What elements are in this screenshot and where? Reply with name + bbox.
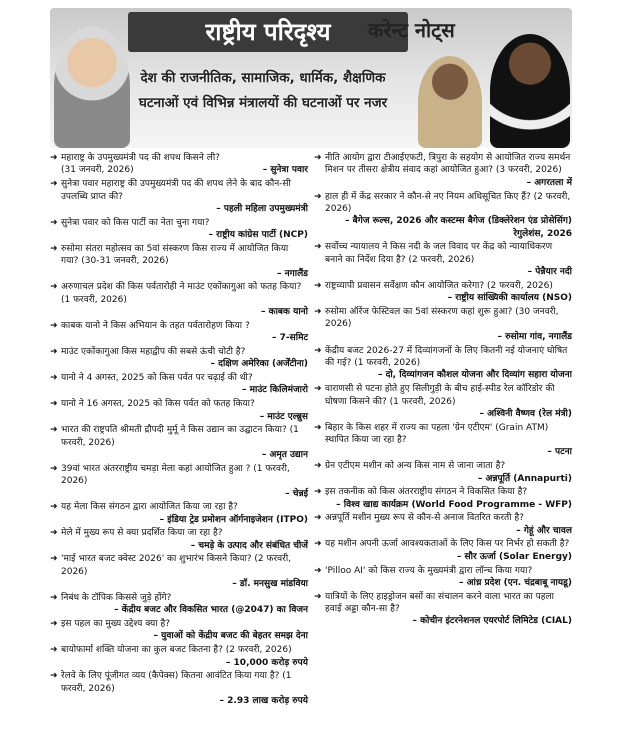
left-column <box>50 152 308 709</box>
question-text: रुसोमा ऑरेंज फेस्टिवल का 5वां संस्करण कहां शुरू हुआ? (30 जनवरी, 2026) <box>325 307 559 330</box>
question-item <box>314 383 572 420</box>
question-text: अरुणाचल प्रदेश की किस पर्वतारोही ने माउंट एकोंकागुआ को फतह किया? (1 फरवरी, 2026) <box>61 282 302 305</box>
arrow-icon: ➜ <box>314 191 322 202</box>
arrow-icon: ➜ <box>50 425 58 436</box>
question-text: यानो ने 4 अगस्त, 2025 को किस पर्वत पर चढ़ाई की थी? <box>61 372 253 383</box>
answer-text: – बैगेज रूल्स, 2026 और कस्टम्स बैगेज (डिक्लेरेशन एंड प्रोसेसिंग) रेगुलेशंस, 2026 <box>344 216 572 239</box>
question-item <box>314 280 572 305</box>
arrow-icon: ➜ <box>50 399 58 410</box>
question-item <box>50 463 308 500</box>
answer-text: – कोचीन इंटरनेशनल एयरपोर्ट लिमिटेड (CIAL) <box>412 616 572 627</box>
question-text: 'Pilloo AI' को किस राज्य के मुख्यमंत्री द्वारा लॉन्च किया गया? <box>325 565 533 576</box>
question-text: यह मेला किस संगठन द्वारा आयोजित किया जा रहा है? <box>61 502 238 513</box>
question-item <box>314 345 572 382</box>
arrow-icon: ➜ <box>50 671 58 682</box>
question-item <box>50 398 308 423</box>
answer-text: – रुसोमा गांव, नगालैंड <box>497 331 572 342</box>
portrait-left <box>54 26 130 148</box>
question-text: महाराष्ट्र के उपमुख्यमंत्री पद की शपथ किसने ली? <box>61 153 220 163</box>
question-text: सुनेत्रा पवार महाराष्ट्र की उपमुख्यमंत्री पद की शपथ लेने के बाद कौन-सी उपलब्धि प्राप्त की? <box>61 179 291 202</box>
question-item <box>50 346 308 371</box>
arrow-icon: ➜ <box>314 345 322 356</box>
question-item <box>50 618 308 643</box>
question-item <box>50 320 308 345</box>
arrow-icon: ➜ <box>50 217 58 228</box>
answer-text: – माउंट किलिमंजारो <box>241 385 308 396</box>
question-item <box>314 306 572 343</box>
question-item <box>50 592 308 617</box>
answer-text: – राष्ट्रीय कांग्रेस पार्टी (NCP) <box>208 230 308 241</box>
answer-text: – अश्विनी वैष्णव (रेल मंत्री) <box>479 408 572 419</box>
arrow-icon: ➜ <box>50 502 58 513</box>
answer-text: – सुनेत्रा पवार <box>262 165 308 176</box>
arrow-icon: ➜ <box>314 280 322 291</box>
answer-text: – गेहूं और चावल <box>516 525 572 536</box>
question-item <box>50 178 308 215</box>
question-text: रुसोमा संतरा महोत्सव का 5वां संस्करण किस राज्य में आयोजित किया गया? (30-31 जनवरी, 2026) <box>61 243 289 267</box>
question-item <box>50 424 308 461</box>
arrow-icon: ➜ <box>314 242 322 253</box>
question-item <box>50 243 308 280</box>
arrow-icon: ➜ <box>314 422 322 433</box>
question-text: माउंट एकोंकागुआ किस महाद्वीप की सबसे ऊंची चोटी है? <box>61 346 246 357</box>
answer-text: – पेन्नैयार नदी <box>527 267 572 278</box>
question-text: सुनेत्रा पवार को किस पार्टी का नेता चुना गया? <box>61 217 210 228</box>
question-date: (31 जनवरी, 2026) <box>61 165 134 176</box>
question-text: इस तकनीक को किस अंतरराष्ट्रीय संगठन ने विकसित किया है? <box>325 487 528 498</box>
answer-text: – नगालैंड <box>277 268 308 279</box>
question-text: बिहार के किस शहर में राज्य का पहला 'ग्रेन एटीएम' (Grain ATM) स्थापित किया जा रहा है? <box>325 422 549 446</box>
answer-text: – सौर ऊर्जा (Solar Energy) <box>456 551 572 562</box>
arrow-icon: ➜ <box>314 487 322 498</box>
portrait-right <box>490 34 570 148</box>
question-item <box>50 553 308 590</box>
arrow-icon: ➜ <box>50 372 58 383</box>
banner-title: राष्ट्रीय परिदृश्य <box>128 12 408 52</box>
question-item <box>50 281 308 318</box>
question-item <box>50 372 308 397</box>
arrow-icon: ➜ <box>314 513 322 524</box>
arrow-icon: ➜ <box>314 153 322 163</box>
answer-text: – इंडिया ट्रेड प्रमोशन ऑर्गनाइजेशन (ITPO) <box>159 514 308 525</box>
arrow-icon: ➜ <box>50 243 58 254</box>
answer-text: – चमड़े के उत्पाद और संबंधित चीजें <box>190 540 308 551</box>
question-text: निबंध के टॉपिक किससे जुड़े होंगे? <box>61 592 172 603</box>
answer-text: – 7-समिट <box>272 333 308 344</box>
question-text: सर्वोच्च न्यायालय ने किस नदी के जल विवाद पर केंद्र को न्यायाधिकरण बनाने का निर्देश दिया है? (2 फरवरी, 2026) <box>325 242 553 265</box>
question-text: हाल ही में केंद्र सरकार ने कौन-से नए नियम अधिसूचित किए हैं? (2 फरवरी, 2026) <box>325 191 571 214</box>
question-item <box>50 501 308 526</box>
question-text: यात्रियों के लिए हाइड्रोजन बसों का संचालन करने वाला भारत का पहला हवाई अड्डा कौन-सा है? <box>325 591 554 615</box>
answer-text: – 10,000 करोड़ रुपये <box>225 657 308 668</box>
question-text: यानो ने 16 अगस्त, 2025 को किस पर्वत को फतह किया? <box>61 399 255 410</box>
arrow-icon: ➜ <box>314 539 322 550</box>
question-item <box>314 565 572 590</box>
arrow-icon: ➜ <box>50 320 58 331</box>
arrow-icon: ➜ <box>50 463 58 474</box>
question-item <box>314 241 572 278</box>
answer-text: – डॉ. मनसुख मांडविया <box>232 579 308 590</box>
question-text: मेले में मुख्य रूप से क्या प्रदर्शित किया जा रहा है? <box>61 528 223 539</box>
arrow-icon: ➜ <box>314 461 322 472</box>
answer-text: – अमृत उद्यान <box>261 450 308 461</box>
question-item <box>50 217 308 242</box>
banner-tagline: देश की राजनीतिक, सामाजिक, धार्मिक, शैक्षणिक घटनाओं एवं विभिन्न मंत्रालयों की घटनाओं पर नजर <box>138 70 388 111</box>
arrow-icon: ➜ <box>314 384 322 395</box>
question-item <box>314 538 572 563</box>
question-text: इस पहल का मुख्य उद्देश्य क्या है? <box>61 619 171 630</box>
question-item <box>50 670 308 707</box>
question-text: रेलवे के लिए पूंजीगत व्यय (कैपेक्स) कितना आवंटित किया गया है? (1 फरवरी, 2026) <box>61 671 292 694</box>
arrow-icon: ➜ <box>50 592 58 603</box>
question-item <box>50 644 308 669</box>
question-item <box>314 512 572 537</box>
question-item <box>314 191 572 241</box>
question-text: यह मशीन अपनी ऊर्जा आवश्यकताओं के लिए किस पर निर्भर हो सकती है? <box>325 539 570 550</box>
question-text: केंद्रीय बजट 2026-27 में दिव्यांगजनों के लिए कितनी नई योजनाएं घोषित की गई? (1 फरवरी, 2026) <box>325 345 568 368</box>
question-text: राष्ट्रव्यापी प्रवासन सर्वेक्षण कौन आयोजित करेगा? (2 फरवरी, 2026) <box>325 280 553 291</box>
question-text: बायोफार्मा शक्ति योजना का कुल बजट कितना है? (2 फरवरी, 2026) <box>61 645 292 656</box>
answer-text: – 2.93 लाख करोड़ रुपये <box>219 696 308 707</box>
question-item <box>50 152 308 177</box>
arrow-icon: ➜ <box>314 307 322 318</box>
question-text: 39वां भारत अंतरराष्ट्रीय चमड़ा मेला कहां आयोजित हुआ ? (1 फरवरी, 2026) <box>61 463 290 487</box>
banner-subtitle: करेन्ट नोट्स <box>368 18 455 42</box>
arrow-icon: ➜ <box>50 153 58 163</box>
answer-text: – आंध्र प्रदेश (एन. चंद्रबाबू नायडू) <box>458 577 572 588</box>
answer-text: – अन्नपूर्ति (Annapurti) <box>477 473 572 484</box>
question-item <box>314 422 572 459</box>
content-columns <box>50 152 572 748</box>
answer-text: – युवाओं को केंद्रीय बजट की बेहतर समझ देना <box>153 631 308 642</box>
question-text: ग्रेन एटीएम मशीन को अन्य किस नाम से जाना जाता है? <box>325 461 506 472</box>
answer-text: – काबक यानो <box>261 307 308 318</box>
question-item <box>314 591 572 628</box>
answer-text: – माउंट एल्ब्रुस <box>259 411 308 422</box>
answer-text: – दक्षिण अमेरिका (अर्जेंटीना) <box>210 359 308 370</box>
arrow-icon: ➜ <box>50 282 58 293</box>
arrow-icon: ➜ <box>50 528 58 539</box>
arrow-icon: ➜ <box>50 179 58 190</box>
header-banner <box>50 8 572 148</box>
right-column <box>314 152 572 629</box>
arrow-icon: ➜ <box>50 554 58 565</box>
answer-text: – पहली महिला उपमुख्यमंत्री <box>216 203 308 214</box>
question-text: वाराणसी से पटना होते हुए सिलीगुड़ी के बीच हाई-स्पीड रेल कॉरिडोर की घोषणा किसने की? (1 फरवरी, 2026) <box>325 384 555 407</box>
answer-text: – पटना <box>547 447 572 458</box>
question-item <box>314 152 572 189</box>
question-item <box>314 460 572 485</box>
arrow-icon: ➜ <box>50 619 58 630</box>
answer-text: – राष्ट्रीय सांख्यिकी कार्यालय (NSO) <box>447 293 572 304</box>
portrait-center <box>418 56 482 148</box>
question-text: भारत की राष्ट्रपति श्रीमती द्रौपदी मुर्मू ने किस उद्यान का उद्घाटन किया? (1 फरवरी, 2026) <box>61 425 299 448</box>
arrow-icon: ➜ <box>314 591 322 602</box>
answer-text: – चेन्नई <box>285 488 308 499</box>
question-text: काबक यानो ने किस अभियान के तहत पर्वतारोहण किया ? <box>61 320 250 331</box>
arrow-icon: ➜ <box>314 565 322 576</box>
answer-text: – दो, दिव्यांगजन कौशल योजना और दिव्यांग सहारा योजना <box>377 370 572 381</box>
answer-text: – केंद्रीय बजट और विकसित भारत (@2047) का विजन <box>114 605 308 616</box>
question-item <box>50 527 308 552</box>
question-text: अन्नपूर्ति मशीन मुख्य रूप से कौन-से अनाज वितरित करती है? <box>325 513 524 524</box>
arrow-icon: ➜ <box>50 645 58 656</box>
arrow-icon: ➜ <box>50 346 58 357</box>
answer-text: – अगरतला में <box>526 177 572 188</box>
answer-text: – विश्व खाद्य कार्यक्रम (World Food Programme - WFP) <box>336 499 572 510</box>
question-item <box>314 486 572 511</box>
question-text: 'माई भारत बजट क्वेस्ट 2026' का शुभारंभ किसने किया? (2 फरवरी, 2026) <box>61 554 292 577</box>
question-text: नीति आयोग द्वारा टीआईएफटी, त्रिपुरा के सहयोग से आयोजित राज्य समर्थन मिशन पर तीसरा क्षेत्रीय संवाद कहां आयोजित हुआ? (3 फरवरी, 2026) <box>325 153 571 176</box>
